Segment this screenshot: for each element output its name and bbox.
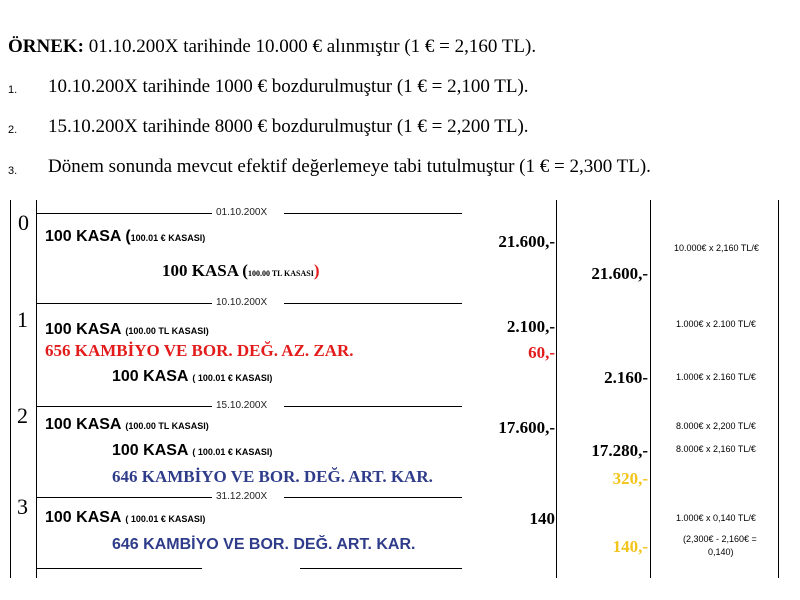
debit-column-divider — [556, 200, 557, 578]
entry0-credit-name: 100 KASA ( — [162, 261, 248, 280]
entry0-credit-sub: 100.00 TL KASASI — [247, 269, 314, 278]
date-line-right-3 — [284, 497, 462, 498]
entry3-note-1: 1.000€ x 0,140 TL/€ — [676, 513, 756, 523]
entry1-credit-account — [112, 368, 272, 386]
credit-column-divider — [650, 200, 651, 578]
entry2-credit-amount: 17.280,- — [591, 441, 648, 460]
date-line-right-2 — [284, 406, 462, 407]
example-heading — [8, 36, 536, 58]
list-item-2: 15.10.200X tarihinde 8000 € bozdurulmuştur (1 € = 2,200 TL). — [48, 116, 529, 137]
entry2-debit-amount: 17.600,- — [498, 418, 555, 437]
entry0-debit-sub: 100.01 € KASASI) — [130, 233, 206, 243]
entry0-credit-account — [162, 261, 320, 281]
entry-date-0: 01.10.200X — [216, 207, 268, 218]
entry2-debit-name: 100 KASA — [45, 416, 126, 433]
entry2-note-1: 8.000€ x 2,200 TL/€ — [676, 421, 756, 431]
step-divider — [36, 200, 37, 578]
list-number-2: 2. — [8, 124, 18, 136]
entry2-credit-name: 100 KASA — [112, 442, 193, 459]
entry1-debit-sub: (100.00 TL KASASI) — [125, 326, 209, 336]
right-border — [778, 200, 779, 578]
date-line-left-1 — [36, 303, 212, 304]
entry3-note-2a: (2,300€ - 2,160€ = — [683, 534, 757, 544]
date-line-right-0 — [284, 213, 462, 214]
entry1-credit-name: 100 KASA — [112, 368, 193, 385]
date-line-right-4 — [300, 568, 462, 569]
date-line-left-0 — [36, 213, 212, 214]
entry3-debit-amount: 140 — [529, 509, 555, 528]
step-number-2: 2 — [17, 403, 28, 428]
entry1-loss-amount: 60,- — [528, 343, 555, 362]
entry2-debit-account — [45, 416, 209, 434]
entry0-debit-name: 100 KASA ( — [45, 228, 131, 245]
entry0-note: 10.000€ x 2,160 TL/€ — [674, 243, 759, 253]
entry1-debit-account — [45, 321, 209, 339]
entry2-credit-sub: ( 100.01 € KASASI) — [192, 447, 273, 457]
entry1-note-2: 1.000€ x 2.160 TL/€ — [676, 372, 756, 382]
date-line-left-2 — [36, 406, 212, 407]
entry3-gain-amount: 140,- — [612, 537, 648, 556]
list-item-1: 10.10.200X tarihinde 1000 € bozdurulmuştur (1 € = 2,100 TL). — [48, 76, 529, 97]
date-line-left-4 — [36, 568, 202, 569]
entry3-note-2b: 0,140) — [708, 547, 734, 557]
list-number-3: 3. — [8, 165, 18, 177]
entry3-debit-name: 100 KASA — [45, 509, 126, 526]
entry2-gain-amount: 320,- — [612, 469, 648, 488]
date-line-right-1 — [284, 303, 462, 304]
entry2-credit-account — [112, 442, 272, 460]
step-number-1: 1 — [17, 307, 28, 332]
entry-date-1: 10.10.200X — [216, 297, 268, 308]
entry3-debit-account — [45, 509, 205, 527]
entry0-debit-account — [45, 228, 205, 246]
entry-date-3: 31.12.200X — [216, 491, 268, 502]
entry0-credit-amount: 21.600,- — [591, 264, 648, 283]
entry2-note-2: 8.000€ x 2,160 TL/€ — [676, 444, 756, 454]
entry1-debit-name: 100 KASA — [45, 321, 126, 338]
date-line-left-3 — [36, 497, 212, 498]
entry0-debit-amount: 21.600,- — [498, 232, 555, 251]
entry-date-2: 15.10.200X — [216, 400, 268, 411]
example-text: 01.10.200X tarihinde 10.000 € alınmıştır (1 € = 2,160 TL). — [84, 36, 537, 57]
step-number-3: 3 — [17, 494, 28, 519]
entry1-loss-account: 656 KAMBİYO VE BOR. DEĞ. AZ. ZAR. — [45, 341, 354, 360]
entry1-debit-amount: 2.100,- — [506, 317, 555, 336]
left-border — [10, 200, 11, 578]
entry3-debit-sub: ( 100.01 € KASASI) — [125, 514, 206, 524]
step-number-0: 0 — [18, 210, 29, 235]
entry2-gain-account: 646 KAMBİYO VE BOR. DEĞ. ART. KAR. — [112, 467, 433, 486]
entry2-debit-sub: (100.00 TL KASASI) — [125, 421, 209, 431]
list-item-3: Dönem sonunda mevcut efektif değerlemeye tabi tutulmuştur (1 € = 2,300 TL). — [48, 156, 651, 177]
list-number-1: 1. — [8, 84, 18, 96]
example-label: ÖRNEK: — [8, 36, 84, 57]
entry1-note-1: 1.000€ x 2.100 TL/€ — [676, 319, 756, 329]
entry1-credit-sub: ( 100.01 € KASASI) — [192, 373, 273, 383]
entry1-credit-amount: 2.160- — [604, 368, 648, 387]
entry3-gain-account: 646 KAMBİYO VE BOR. DEĞ. ART. KAR. — [112, 536, 416, 553]
entry0-credit-close: ) — [313, 261, 320, 280]
